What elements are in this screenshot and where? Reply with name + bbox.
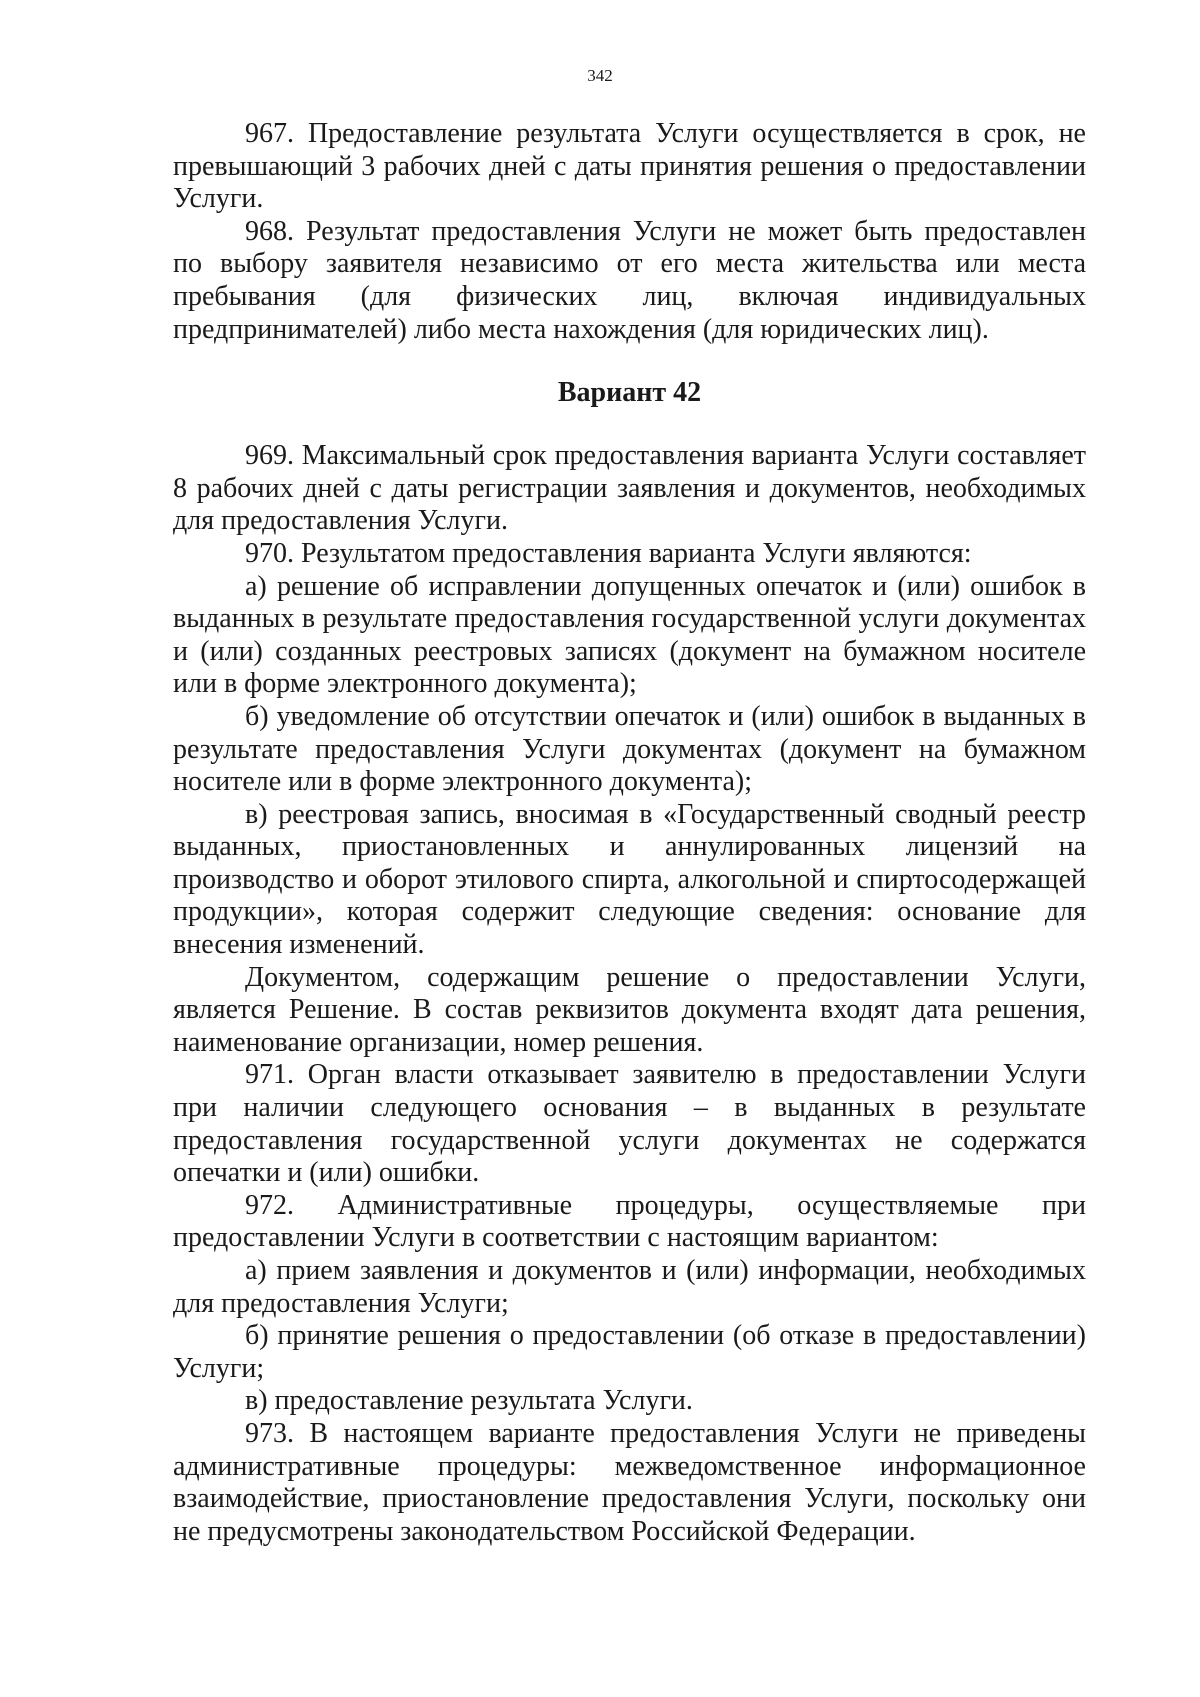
paragraph-969: 969. Максимальный срок предоставления варианта Услуги составляет 8 рабочих дней с даты регистрации заявления и документов, необходимых для предоставления Услуги.	[173, 440, 1086, 537]
paragraph-decision-document: Документом, содержащим решение о предоставлении Услуги, является Решение. В состав реквизитов документа входят дата решения, наименование организации, номер решения.	[173, 961, 1086, 1058]
paragraph-970-v: в) реестровая запись, вносимая в «Государственный сводный реестр выданных, приостановленных и аннулированных лицензий на производство и оборот этилового спирта, алкогольной и спиртосодержащей продукции», которая содержит следующие сведения: основание для внесения изменений.	[173, 798, 1086, 961]
section-heading: Вариант 42	[557, 377, 702, 409]
document-body	[173, 118, 1086, 1548]
paragraph-970-a: а) решение об исправлении допущенных опечаток и (или) ошибок в выданных в результате предоставления государственной услуги документах и (или) созданных реестровых записях (документ на бумажном носителе или в форме электронного документа);	[173, 570, 1086, 700]
paragraph-968: 968. Результат предоставления Услуги не может быть предоставлен по выбору заявителя независимо от его места жительства или места пребывания (для физических лиц, включая индивидуальных предпринимателей) либо места нахождения (для юридических лиц).	[173, 215, 1086, 345]
paragraph-971: 971. Орган власти отказывает заявителю в предоставлении Услуги при наличии следующего основания – в выданных в результате предоставления государственной услуги документах не содержатся опечатки и (или) ошибки.	[173, 1059, 1086, 1189]
paragraph-972-a: а) прием заявления и документов и (или) информации, необходимых для предоставления Услуги;	[173, 1255, 1086, 1319]
paragraph-970-b: б) уведомление об отсутствии опечаток и (или) ошибок в выданных в результате предоставления Услуги документах (документ на бумажном носителе или в форме электронного документа);	[173, 700, 1086, 798]
paragraph-973: 973. В настоящем варианте предоставления Услуги не приведены административные процедуры: межведомственное информационное взаимодействие, приостановление предоставления Услуги, поскольку они не предусмотрены законодательством Российской Федерации.	[173, 1417, 1086, 1547]
paragraph-972-b: б) принятие решения о предоставлении (об отказе в предоставлении) Услуги;	[173, 1320, 1086, 1384]
paragraph-972: 972. Административные процедуры, осуществляемые при предоставлении Услуги в соответствии с настоящим вариантом:	[173, 1189, 1086, 1254]
paragraph-970: 970. Результатом предоставления варианта Услуги являются:	[245, 537, 972, 569]
paragraph-972-v: в) предоставление результата Услуги.	[245, 1385, 693, 1417]
paragraph-967: 967. Предоставление результата Услуги осуществляется в срок, не превышающий 3 рабочих дней с даты принятия решения о предоставлении Услуги.	[173, 118, 1086, 215]
page-number: 342	[587, 66, 613, 85]
